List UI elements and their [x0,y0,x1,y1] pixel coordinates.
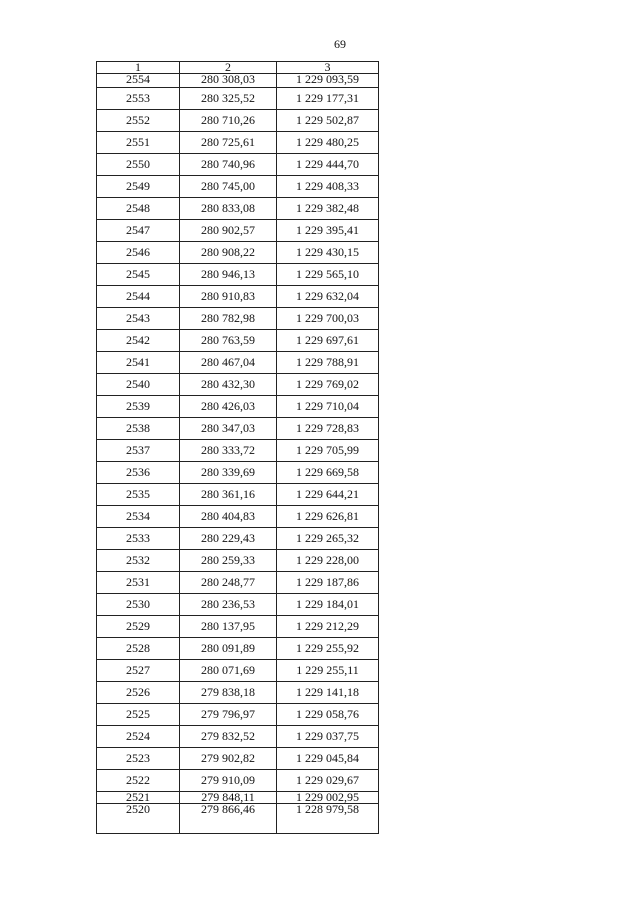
table-cell: 1 229 644,21 [277,484,379,506]
table-cell: 2525 [97,704,180,726]
table-cell: 1 229 705,99 [277,440,379,462]
table-row [97,804,379,834]
table-row [97,550,379,572]
coordinates-table [96,61,379,834]
table-cell: 279 910,09 [180,770,277,792]
table-cell: 2529 [97,616,180,638]
table-row [97,198,379,220]
table-cell: 280 347,03 [180,418,277,440]
table-cell: 2536 [97,462,180,484]
table-cell: 2522 [97,770,180,792]
table-cell: 280 259,33 [180,550,277,572]
table-cell: 2542 [97,330,180,352]
column-header: 3 [277,62,379,74]
table-row [97,110,379,132]
table-cell: 2545 [97,264,180,286]
table-body [97,74,379,834]
table-cell: 1 228 979,58 [277,804,379,834]
table-cell: 2534 [97,506,180,528]
table-cell: 2531 [97,572,180,594]
table-cell: 2537 [97,440,180,462]
table-cell: 279 848,11 [180,792,277,804]
table-cell: 1 229 045,84 [277,748,379,770]
table-row [97,682,379,704]
table-cell: 280 339,69 [180,462,277,484]
table-cell: 1 229 382,48 [277,198,379,220]
page-number: 69 [334,37,346,51]
table-cell: 2551 [97,132,180,154]
table-cell: 280 740,96 [180,154,277,176]
table-cell: 280 426,03 [180,396,277,418]
table-cell: 1 229 502,87 [277,110,379,132]
table-cell: 280 248,77 [180,572,277,594]
table-cell: 1 229 002,95 [277,792,379,804]
table-cell: 2550 [97,154,180,176]
table-cell: 2523 [97,748,180,770]
table-cell: 280 467,04 [180,352,277,374]
table-cell: 280 833,08 [180,198,277,220]
table-cell: 279 838,18 [180,682,277,704]
table-row [97,616,379,638]
table-row [97,506,379,528]
table-row [97,308,379,330]
table-cell: 1 229 669,58 [277,462,379,484]
table-cell: 2538 [97,418,180,440]
table-cell: 2549 [97,176,180,198]
table-cell: 1 229 430,15 [277,242,379,264]
table-cell: 1 229 632,04 [277,286,379,308]
table-cell: 279 796,97 [180,704,277,726]
table-row [97,74,379,88]
table-cell: 1 229 565,10 [277,264,379,286]
table-cell: 280 325,52 [180,88,277,110]
table-cell: 1 229 788,91 [277,352,379,374]
table-cell: 280 308,03 [180,74,277,88]
table-row [97,748,379,770]
table-cell: 1 229 480,25 [277,132,379,154]
table-cell: 280 404,83 [180,506,277,528]
table-cell: 1 229 177,31 [277,88,379,110]
table-cell: 1 229 228,00 [277,550,379,572]
table-row [97,242,379,264]
table-cell: 280 710,26 [180,110,277,132]
table-cell: 2527 [97,660,180,682]
table-cell: 2530 [97,594,180,616]
table-row [97,528,379,550]
table-cell: 2554 [97,74,180,88]
table-row [97,132,379,154]
table-row [97,264,379,286]
table-cell: 279 866,46 [180,804,277,834]
table-cell: 1 229 029,67 [277,770,379,792]
table-cell: 2526 [97,682,180,704]
table-cell: 2532 [97,550,180,572]
table-cell: 2547 [97,220,180,242]
table-row [97,154,379,176]
table-cell: 1 229 255,92 [277,638,379,660]
table-row [97,286,379,308]
table-cell: 2524 [97,726,180,748]
table-cell: 1 229 265,32 [277,528,379,550]
table-cell: 280 745,00 [180,176,277,198]
table-cell: 2535 [97,484,180,506]
table-row [97,638,379,660]
table-row [97,484,379,506]
column-header: 2 [180,62,277,74]
table-cell: 2539 [97,396,180,418]
table-cell: 1 229 212,29 [277,616,379,638]
table-cell: 280 782,98 [180,308,277,330]
table-row [97,176,379,198]
column-header: 1 [97,62,180,74]
table-cell: 280 137,95 [180,616,277,638]
table-cell: 280 902,57 [180,220,277,242]
table-cell: 2552 [97,110,180,132]
table-cell: 279 832,52 [180,726,277,748]
table-row [97,330,379,352]
table-cell: 280 908,22 [180,242,277,264]
table-cell: 280 946,13 [180,264,277,286]
table-row [97,704,379,726]
table-cell: 2546 [97,242,180,264]
table-cell: 1 229 037,75 [277,726,379,748]
table-cell: 1 229 444,70 [277,154,379,176]
table-cell: 2548 [97,198,180,220]
table-cell: 2543 [97,308,180,330]
table-cell: 2541 [97,352,180,374]
table-cell: 1 229 184,01 [277,594,379,616]
table-cell: 1 229 710,04 [277,396,379,418]
table-row [97,462,379,484]
table-cell: 280 091,89 [180,638,277,660]
table-cell: 280 725,61 [180,132,277,154]
table-cell: 1 229 395,41 [277,220,379,242]
table-row [97,660,379,682]
table-cell: 1 229 187,86 [277,572,379,594]
table-cell: 280 432,30 [180,374,277,396]
table-cell: 1 229 728,83 [277,418,379,440]
table-cell: 280 361,16 [180,484,277,506]
table-row [97,572,379,594]
table-cell: 1 229 255,11 [277,660,379,682]
table-cell: 1 229 093,59 [277,74,379,88]
table-row [97,220,379,242]
table-row [97,88,379,110]
table-cell: 279 902,82 [180,748,277,770]
table-cell: 1 229 626,81 [277,506,379,528]
table-cell: 1 229 058,76 [277,704,379,726]
table-cell: 1 229 408,33 [277,176,379,198]
table-cell: 1 229 769,02 [277,374,379,396]
table-cell: 2521 [97,792,180,804]
table-cell: 2540 [97,374,180,396]
table-row [97,770,379,792]
table-cell: 2528 [97,638,180,660]
table-row [97,726,379,748]
table-cell: 1 229 141,18 [277,682,379,704]
table-row [97,418,379,440]
table-cell: 2533 [97,528,180,550]
table-cell: 1 229 697,61 [277,330,379,352]
table-cell: 280 236,53 [180,594,277,616]
table-cell: 280 229,43 [180,528,277,550]
table-cell: 2520 [97,804,180,834]
table-cell: 280 071,69 [180,660,277,682]
table-cell: 280 763,59 [180,330,277,352]
table-row [97,352,379,374]
table-row [97,374,379,396]
table-cell: 280 333,72 [180,440,277,462]
table-cell: 2553 [97,88,180,110]
table-row [97,396,379,418]
table-cell: 1 229 700,03 [277,308,379,330]
table-cell: 280 910,83 [180,286,277,308]
table-cell: 2544 [97,286,180,308]
table-row [97,594,379,616]
table-row [97,440,379,462]
